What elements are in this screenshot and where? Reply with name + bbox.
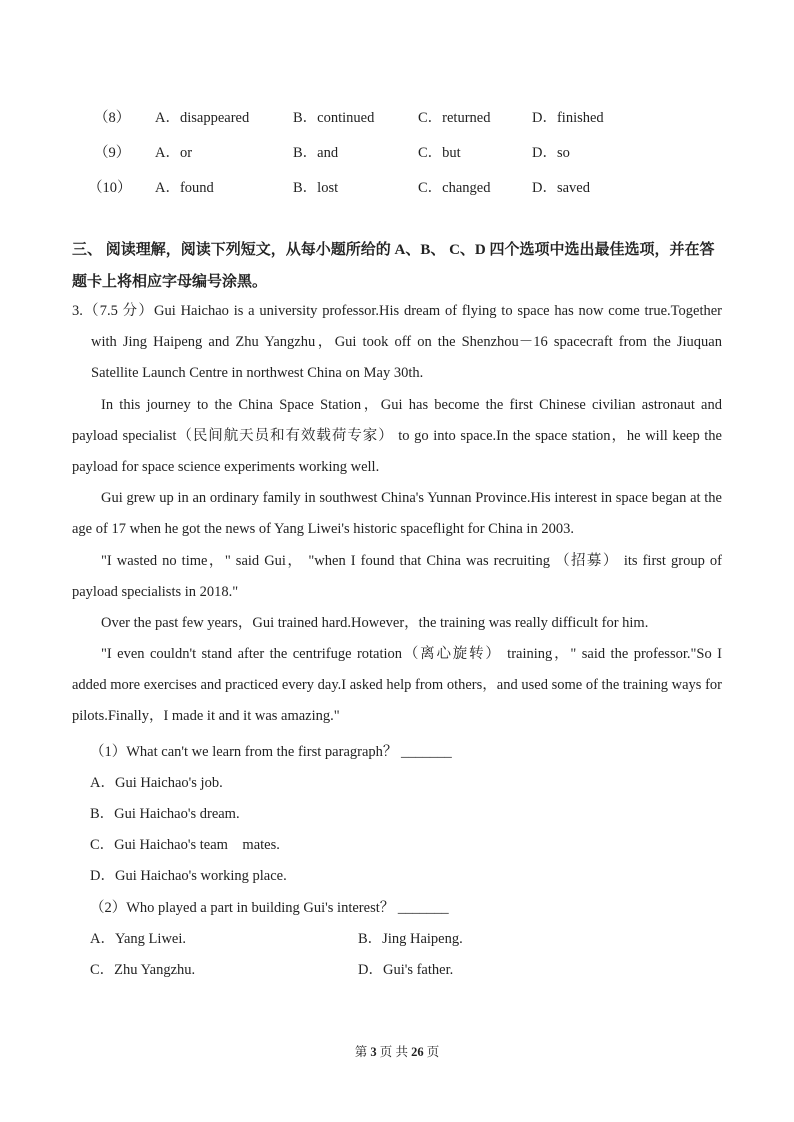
- question-number: （9）: [94, 145, 131, 161]
- footer-suffix: 页: [426, 1045, 440, 1059]
- cloze-option-row-10: [0, 176, 794, 198]
- question-2-option-c: C．Zhu Yangzhu.: [90, 962, 196, 978]
- passage-paragraph-3: Gui grew up in an ordinary family in southwest China's Yunnan Province.His interest in space began at the age of 17 when he got the news of Yang Liwei's historic spaceflight for China in 2003.: [72, 490, 722, 537]
- passage-paragraph-5: Over the past few years，Gui trained hard.However，the training was really difficult for him.: [101, 615, 649, 631]
- option-b: B．and: [293, 145, 339, 161]
- question-2-option-d: D．Gui's father.: [358, 962, 454, 978]
- option-d: D．saved: [532, 180, 590, 196]
- footer-total-word: 共: [395, 1045, 408, 1059]
- option-a: A．disappeared: [155, 110, 250, 126]
- passage-paragraph-2: In this journey to the China Space Station，Gui has become the first Chinese civilian astronaut and payload specialist（民间航天员和有效载荷专家） to go into space.In the space station，he will keep the payload for space science experiments working well.: [72, 397, 722, 475]
- question-1-option-d: D．Gui Haichao's working place.: [90, 868, 287, 884]
- option-a: A．found: [155, 180, 214, 196]
- option-a: A．or: [155, 145, 193, 161]
- question-1-stem: （1）What can't we learn from the first paragraph？ _______: [90, 744, 452, 760]
- option-c: C．but: [418, 145, 461, 161]
- question-1-option-b: B．Gui Haichao's dream.: [90, 806, 240, 822]
- passage-paragraph-6: "I even couldn't stand after the centrifuge rotation（离心旋转） training，" said the professor."So I added more exercises and practiced every day.I asked help from others，and used some of the training ways for pilots.Finally，I made it and it was amazing.": [72, 646, 722, 724]
- question-number: （8）: [94, 110, 131, 126]
- question-1-option-c: C．Gui Haichao's team mates.: [90, 837, 280, 853]
- option-c: C．returned: [418, 110, 491, 126]
- question-1-option-a: A．Gui Haichao's job.: [90, 775, 223, 791]
- total-page-count: 26: [411, 1045, 424, 1059]
- section-heading: 三、 阅读理解，阅读下列短文，从每小题所给的 A、B、 C、D 四个选项中选出最佳选项，并在答题卡上将相应字母编号涂黑。: [72, 242, 715, 290]
- passage-paragraph-4: "I wasted no time，" said Gui， "when I found that China was recruiting （招募） its first group of payload specialists in 2018.": [72, 553, 722, 600]
- current-page-number: 3: [370, 1045, 377, 1059]
- question-2-option-a: A．Yang Liwei.: [90, 931, 186, 947]
- page-footer: [0, 1042, 794, 1060]
- option-d: D．so: [532, 145, 570, 161]
- option-b: B．lost: [293, 180, 339, 196]
- cloze-option-row-9: [0, 141, 794, 163]
- option-c: C．changed: [418, 180, 491, 196]
- footer-prefix: 第: [354, 1045, 368, 1059]
- cloze-option-row-8: [0, 106, 794, 128]
- option-d: D．finished: [532, 110, 604, 126]
- question-2-option-b: B．Jing Haipeng.: [358, 931, 463, 947]
- question-number: （10）: [88, 180, 132, 196]
- question-2-stem: （2）Who played a part in building Gui's interest？ _______: [90, 900, 449, 916]
- passage-paragraph-1: 3.（7.5 分）Gui Haichao is a university professor.His dream of flying to space has now come true.Together with Jing Haipeng and Zhu Yangzhu，Gui took off on the Shenzhou－16 spacecraft from the Jiuquan Satellite Launch Centre in northwest China on May 30th.: [72, 303, 722, 381]
- footer-page-word: 页: [379, 1045, 393, 1059]
- option-b: B．continued: [293, 110, 375, 126]
